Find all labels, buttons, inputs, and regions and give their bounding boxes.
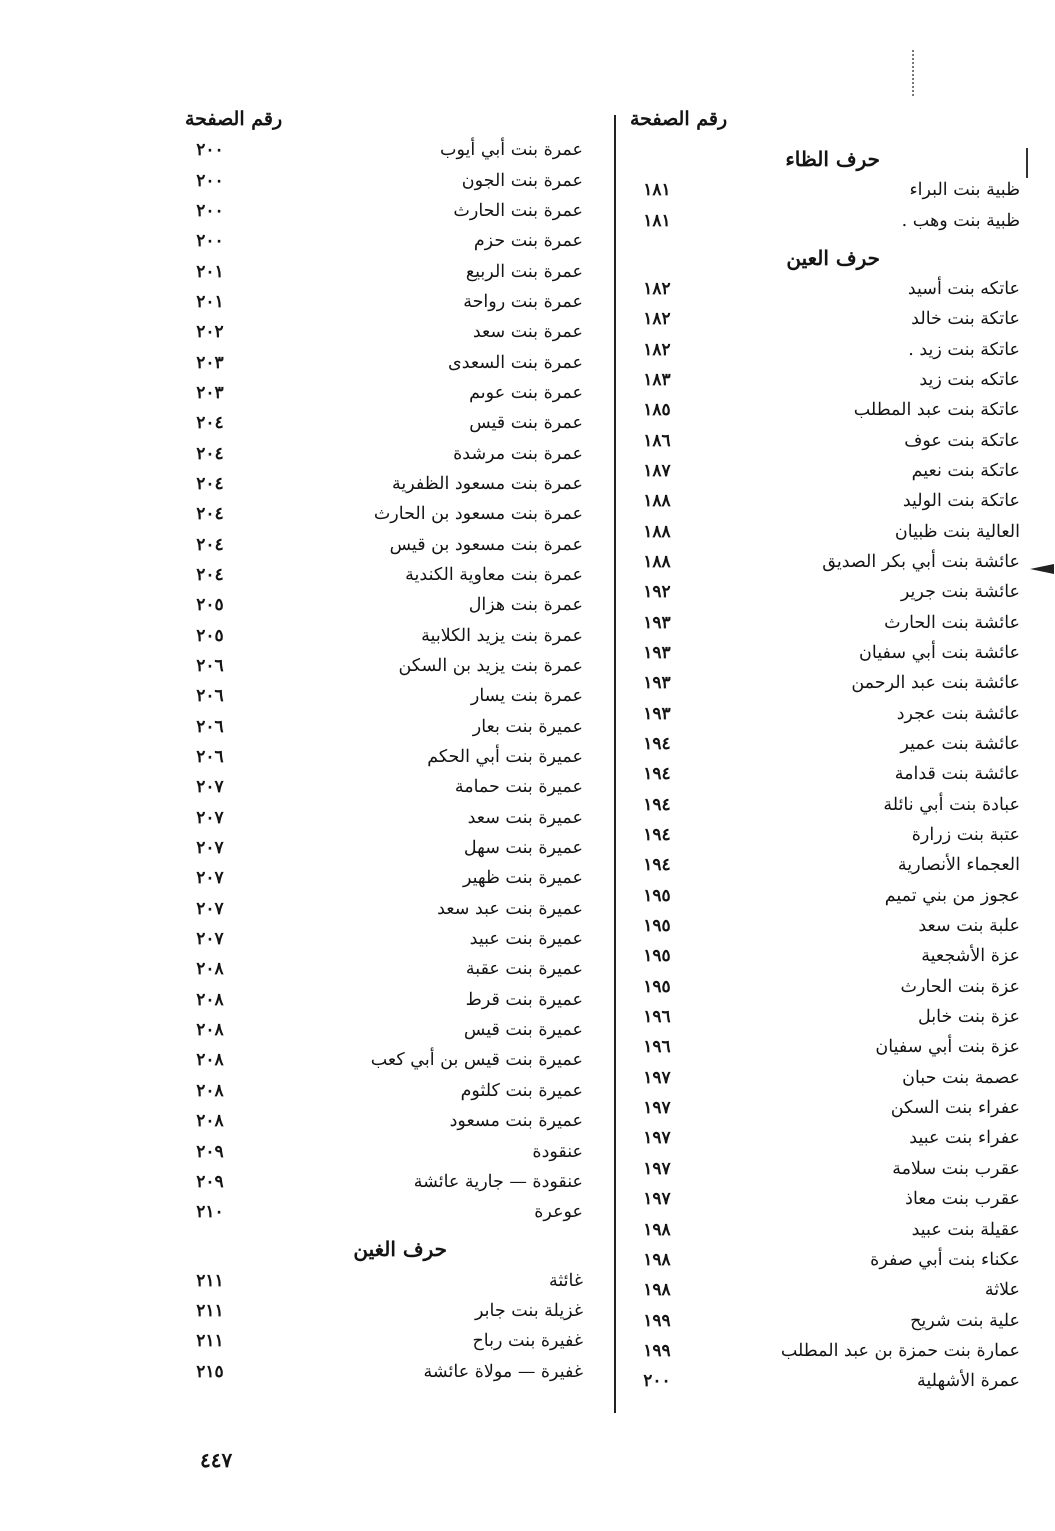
index-entry xyxy=(622,1184,1022,1214)
entry-name: عمرة بنت الربيع xyxy=(465,261,583,282)
entry-name: عاتكة بنت عبد المطلب xyxy=(853,400,1020,421)
index-entry xyxy=(622,668,1022,698)
entry-page-number: ٢٠٧ xyxy=(196,807,224,828)
index-entry xyxy=(622,175,1022,205)
index-entry xyxy=(175,1197,585,1227)
entry-name: عاتكة بنت عوف xyxy=(904,430,1020,451)
index-entry xyxy=(622,304,1022,334)
entry-name: عمرة بنت مسعود بن قيس xyxy=(389,534,583,555)
entry-name: غفيرة — مولاة عائشة xyxy=(423,1361,583,1382)
entry-name: عمرة بنت قيس xyxy=(469,413,583,434)
entry-page-number: ١٩٦ xyxy=(643,1007,671,1028)
entry-name: عمرة الأشهلية xyxy=(917,1371,1020,1392)
entry-name: عقيلة بنت عبيد xyxy=(911,1219,1020,1240)
entry-page-number: ١٨١ xyxy=(643,180,671,201)
entry-name: عميرة بنت ظهير xyxy=(462,868,583,889)
index-entry xyxy=(175,833,585,863)
index-entry xyxy=(622,1275,1022,1305)
entry-name: العالية بنت ظبيان xyxy=(894,521,1020,542)
entry-name: علبة بنت سعد xyxy=(918,916,1020,937)
entry-page-number: ٢١٥ xyxy=(196,1361,224,1382)
entry-name: عميرة بنت سهل xyxy=(463,838,583,859)
index-entry xyxy=(622,1063,1022,1093)
entry-name: عمرة بنت هزال xyxy=(468,595,583,616)
index-entry xyxy=(622,334,1022,364)
entry-name: عوعرة xyxy=(534,1202,583,1223)
entry-name: غائثة xyxy=(548,1270,583,1291)
entry-name: عزة الأشجعية xyxy=(921,946,1020,967)
entry-page-number: ١٨٣ xyxy=(643,369,671,390)
index-entry xyxy=(175,226,585,256)
entry-page-number: ٢٠٣ xyxy=(196,382,224,403)
entry-name: عمرة بنت الجون xyxy=(461,170,583,191)
entry-page-number: ٢٠٠ xyxy=(196,170,224,191)
index-entry xyxy=(175,772,585,802)
index-entry xyxy=(622,395,1022,425)
entry-name: عاتكة بنت زيد . xyxy=(908,339,1020,360)
margin-tick xyxy=(1026,148,1028,178)
index-entry xyxy=(175,256,585,286)
entry-page-number: ١٩٧ xyxy=(643,1128,671,1149)
entry-page-number: ١٩٨ xyxy=(643,1249,671,1270)
entry-page-number: ١٩٨ xyxy=(643,1219,671,1240)
index-entry xyxy=(175,438,585,468)
entry-name: عميرة بنت كلثوم xyxy=(460,1080,583,1101)
entry-name: عمرة بنت يزيد بن السكن xyxy=(398,656,583,677)
entry-name: عفراء بنت السكن xyxy=(890,1098,1020,1119)
entry-page-number: ١٩٤ xyxy=(643,794,671,815)
index-entry xyxy=(175,712,585,742)
entry-page-number: ١٩٧ xyxy=(643,1067,671,1088)
index-entry xyxy=(175,894,585,924)
entry-page-number: ١٨٨ xyxy=(643,521,671,542)
entry-page-number: ١٩٣ xyxy=(643,642,671,663)
index-entry xyxy=(622,1002,1022,1032)
entry-name: عمرة بنت مرشدة xyxy=(453,443,583,464)
index-entry xyxy=(175,924,585,954)
index-entry xyxy=(622,941,1022,971)
index-entry xyxy=(622,1214,1022,1244)
entry-name: غفيرة بنت رباح xyxy=(472,1331,583,1352)
entry-page-number: ٢٠٢ xyxy=(196,322,224,343)
index-entry xyxy=(175,499,585,529)
entry-page-number: ٢٠٨ xyxy=(196,959,224,980)
entry-name: عقرب بنت معاذ xyxy=(905,1189,1020,1210)
index-entry xyxy=(175,1136,585,1166)
entry-name: عميرة بنت مسعود xyxy=(449,1111,583,1132)
index-entry xyxy=(622,274,1022,304)
entry-name: عمرة بنت عوىم xyxy=(469,382,583,403)
index-entry xyxy=(175,469,585,499)
index-entry xyxy=(175,560,585,590)
index-entry xyxy=(622,1245,1022,1275)
entry-page-number: ٢٠٧ xyxy=(196,929,224,950)
entry-page-number: ٢٠١ xyxy=(196,261,224,282)
entry-name: عمرة بنت السعدى xyxy=(448,352,583,373)
entry-name: عمرة بنت سعد xyxy=(472,322,583,343)
entry-page-number: ١٩٣ xyxy=(643,612,671,633)
index-entry xyxy=(175,135,585,165)
index-entry xyxy=(175,590,585,620)
right-column xyxy=(622,135,1022,1396)
entry-name: عزة بنت خابل xyxy=(917,1007,1020,1028)
index-entry xyxy=(622,759,1022,789)
index-entry xyxy=(622,911,1022,941)
entry-name: عائشة بنت جرير xyxy=(900,582,1020,603)
entry-name: عزة بنت أبي سفيان xyxy=(875,1037,1020,1058)
entry-name: عاتكه بنت زيد xyxy=(919,369,1020,390)
index-entry xyxy=(175,1076,585,1106)
index-entry xyxy=(622,699,1022,729)
index-entry xyxy=(622,850,1022,880)
index-entry xyxy=(622,456,1022,486)
entry-page-number: ٢٠٤ xyxy=(196,504,224,525)
entry-page-number: ١٩٩ xyxy=(643,1310,671,1331)
entry-page-number: ١٩٦ xyxy=(643,1037,671,1058)
column-divider xyxy=(614,115,616,1413)
entry-page-number: ٢٠٧ xyxy=(196,898,224,919)
margin-mark xyxy=(912,50,914,96)
index-entry xyxy=(175,196,585,226)
index-entry xyxy=(175,803,585,833)
entry-page-number: ٢٠٧ xyxy=(196,777,224,798)
entry-page-number: ٢٠٧ xyxy=(196,838,224,859)
entry-page-number: ١٨١ xyxy=(643,210,671,231)
entry-page-number: ٢٠٨ xyxy=(196,1050,224,1071)
index-entry xyxy=(175,1356,585,1386)
entry-name: عميرة بنت قرط xyxy=(465,989,583,1010)
entry-name: عجوز من بني تميم xyxy=(884,885,1020,906)
entry-name: عائشة بنت الحارث xyxy=(884,612,1020,633)
right-column-header: رقم الصفحة xyxy=(630,108,728,130)
index-entry xyxy=(622,1366,1022,1396)
entry-page-number: ٢٠٦ xyxy=(196,716,224,737)
entry-name: عائشة بنت عبد الرحمن xyxy=(851,673,1020,694)
entry-name: عنقودة xyxy=(532,1141,583,1162)
entry-page-number: ٢٠٤ xyxy=(196,564,224,585)
entry-page-number: ١٨٥ xyxy=(643,400,671,421)
section-heading: حرف الظاء xyxy=(785,147,880,171)
entry-page-number: ١٨٦ xyxy=(643,430,671,451)
index-entry xyxy=(175,287,585,317)
entry-page-number: ٢٠٤ xyxy=(196,413,224,434)
entry-page-number: ٢١١ xyxy=(196,1331,224,1352)
entry-page-number: ١٨٧ xyxy=(643,460,671,481)
index-entry xyxy=(622,365,1022,395)
index-entry xyxy=(175,863,585,893)
index-entry xyxy=(175,681,585,711)
entry-page-number: ١٩٥ xyxy=(643,946,671,967)
index-entry xyxy=(175,347,585,377)
index-entry xyxy=(622,638,1022,668)
entry-name: عائشة بنت عمير xyxy=(900,734,1020,755)
entry-page-number: ١٨٨ xyxy=(643,491,671,512)
entry-page-number: ٢٠٨ xyxy=(196,989,224,1010)
entry-page-number: ٢٠٨ xyxy=(196,1020,224,1041)
entry-name: عائشة بنت عجرد xyxy=(896,703,1020,724)
entry-page-number: ١٨٢ xyxy=(643,309,671,330)
index-entry xyxy=(622,547,1022,577)
entry-page-number: ٢٠٨ xyxy=(196,1080,224,1101)
entry-page-number: ١٩٨ xyxy=(643,1280,671,1301)
entry-name: عمرة بنت مسعود الظفرية xyxy=(392,473,583,494)
entry-page-number: ٢٠٠ xyxy=(643,1371,671,1392)
index-entry xyxy=(622,1305,1022,1335)
index-entry xyxy=(175,954,585,984)
entry-page-number: ٢١١ xyxy=(196,1300,224,1321)
entry-name: عميرة بنت حمامة xyxy=(454,777,583,798)
index-entry xyxy=(622,729,1022,759)
entry-page-number: ٢٠٤ xyxy=(196,473,224,494)
index-entry xyxy=(622,577,1022,607)
index-entry xyxy=(622,425,1022,455)
entry-page-number: ٢٠٤ xyxy=(196,534,224,555)
entry-page-number: ٢٠٦ xyxy=(196,747,224,768)
entry-name: عاتكة بنت الوليد xyxy=(902,491,1020,512)
page-number: ٤٤٧ xyxy=(200,1448,233,1472)
entry-name: عمرة بنت يزيد الكلابية xyxy=(421,625,583,646)
index-entry xyxy=(622,607,1022,637)
entry-page-number: ٢٠٥ xyxy=(196,595,224,616)
index-entry xyxy=(175,1265,585,1295)
entry-page-number: ١٩٤ xyxy=(643,825,671,846)
index-entry xyxy=(175,1167,585,1197)
index-entry xyxy=(622,1154,1022,1184)
index-entry xyxy=(622,1032,1022,1062)
index-entry xyxy=(622,516,1022,546)
entry-page-number: ١٩٢ xyxy=(643,582,671,603)
entry-name: عمرة بنت أبي أيوب xyxy=(440,140,583,161)
entry-page-number: ١٨٢ xyxy=(643,339,671,360)
entry-page-number: ٢٠٣ xyxy=(196,352,224,373)
entry-page-number: ١٩٧ xyxy=(643,1158,671,1179)
index-entry xyxy=(175,1106,585,1136)
index-entry xyxy=(622,205,1022,235)
index-entry xyxy=(175,1296,585,1326)
entry-name: عائشة بنت أبي سفيان xyxy=(859,642,1020,663)
index-entry xyxy=(622,881,1022,911)
entry-name: عمرة بنت الحارث xyxy=(453,200,583,221)
entry-name: عمرة بنت يسار xyxy=(470,686,583,707)
index-entry xyxy=(175,378,585,408)
index-entry xyxy=(175,651,585,681)
entry-name: عقرب بنت سلامة xyxy=(892,1158,1020,1179)
entry-page-number: ٢٠٠ xyxy=(196,200,224,221)
index-entry xyxy=(175,529,585,559)
entry-page-number: ١٩٤ xyxy=(643,734,671,755)
entry-page-number: ٢٠٦ xyxy=(196,656,224,677)
entry-name: علية بنت شريح xyxy=(910,1310,1020,1331)
entry-name: عمرة بنت حزم xyxy=(473,231,583,252)
entry-name: عاتكة بنت خالد xyxy=(911,309,1020,330)
index-entry xyxy=(175,317,585,347)
entry-name: عنقودة — جارية عائشة xyxy=(413,1171,583,1192)
entry-name: عميرة بنت قيس xyxy=(463,1020,583,1041)
entry-name: عميرة بنت بعار xyxy=(472,716,583,737)
index-entry xyxy=(622,790,1022,820)
entry-name: عميرة بنت عبد سعد xyxy=(437,898,583,919)
entry-name: عاتكه بنت أسيد xyxy=(907,278,1020,299)
entry-page-number: ١٨٨ xyxy=(643,551,671,572)
index-entry xyxy=(175,165,585,195)
entry-page-number: ٢٠٦ xyxy=(196,686,224,707)
entry-page-number: ٢٠٥ xyxy=(196,625,224,646)
entry-name: عمرة بنت مسعود بن الحارث xyxy=(373,504,583,525)
index-entry xyxy=(622,1123,1022,1153)
index-entry xyxy=(622,486,1022,516)
entry-page-number: ١٩٣ xyxy=(643,703,671,724)
entry-page-number: ٢٠٤ xyxy=(196,443,224,464)
entry-page-number: ١٩٤ xyxy=(643,764,671,785)
index-entry xyxy=(175,408,585,438)
entry-page-number: ١٨٢ xyxy=(643,278,671,299)
entry-name: علاثة xyxy=(984,1280,1020,1301)
entry-page-number: ٢٠٠ xyxy=(196,140,224,161)
index-entry xyxy=(175,1326,585,1356)
entry-name: عمرة بنت معاوية الكندية xyxy=(405,564,583,585)
entry-page-number: ٢٠٧ xyxy=(196,868,224,889)
index-entry xyxy=(622,1093,1022,1123)
entry-name: غزيلة بنت جابر xyxy=(475,1300,583,1321)
index-entry xyxy=(175,742,585,772)
section-heading: حرف الغين xyxy=(353,1237,447,1262)
entry-name: عمارة بنت حمزة بن عبد المطلب xyxy=(780,1340,1020,1361)
entry-page-number: ١٩٩ xyxy=(643,1340,671,1361)
index-entry xyxy=(175,985,585,1015)
entry-page-number: ٢٠٨ xyxy=(196,1111,224,1132)
entry-page-number: ٢١٠ xyxy=(196,1202,224,1223)
index-entry xyxy=(622,972,1022,1002)
entry-name: ظبية بنت البراء xyxy=(909,180,1020,201)
entry-name: عتبة بنت زرارة xyxy=(911,825,1020,846)
entry-page-number: ٢٠٠ xyxy=(196,231,224,252)
entry-name: العجماء الأنصارية xyxy=(897,855,1020,876)
entry-name: عمرة بنت رواحة xyxy=(463,291,583,312)
entry-page-number: ٢٠٩ xyxy=(196,1141,224,1162)
entry-page-number: ١٩٤ xyxy=(643,855,671,876)
entry-name: عائشة بنت قدامة xyxy=(894,764,1020,785)
index-entry xyxy=(175,1045,585,1075)
entry-page-number: ٢٠٩ xyxy=(196,1171,224,1192)
entry-name: عميرة بنت أبي الحكم xyxy=(427,747,583,768)
entry-page-number: ١٩٥ xyxy=(643,916,671,937)
entry-name: عميرة بنت عقبة xyxy=(465,959,583,980)
index-entry xyxy=(175,621,585,651)
entry-page-number: ١٩٥ xyxy=(643,976,671,997)
entry-name: عاتكة بنت نعيم xyxy=(911,460,1020,481)
entry-name: عفراء بنت عبيد xyxy=(909,1128,1020,1149)
entry-page-number: ٢١١ xyxy=(196,1270,224,1291)
index-entry xyxy=(622,1336,1022,1366)
entry-page-number: ٢٠١ xyxy=(196,291,224,312)
index-entry xyxy=(622,820,1022,850)
entry-name: عائشة بنت أبي بكر الصديق xyxy=(822,551,1020,572)
left-column xyxy=(175,135,585,1387)
entry-name: ظبية بنت وهب . xyxy=(901,210,1020,231)
entry-page-number: ١٩٧ xyxy=(643,1189,671,1210)
entry-name: عميرة بنت قيس بن أبي كعب xyxy=(370,1050,583,1071)
left-column-header: رقم الصفحة xyxy=(185,108,283,130)
entry-name: عكناء بنت أبي صفرة xyxy=(870,1249,1020,1270)
entry-name: عزة بنت الحارث xyxy=(900,976,1020,997)
entry-page-number: ١٩٣ xyxy=(643,673,671,694)
entry-name: عبادة بنت أبي نائلة xyxy=(883,794,1020,815)
entry-page-number: ١٩٧ xyxy=(643,1098,671,1119)
section-heading: حرف العين xyxy=(786,245,880,270)
entry-page-number: ١٩٥ xyxy=(643,885,671,906)
margin-arrow-icon xyxy=(1030,564,1054,574)
entry-name: عميرة بنت سعد xyxy=(467,807,583,828)
index-entry xyxy=(175,1015,585,1045)
entry-name: عصمة بنت حبان xyxy=(902,1067,1020,1088)
entry-name: عميرة بنت عبيد xyxy=(469,929,583,950)
